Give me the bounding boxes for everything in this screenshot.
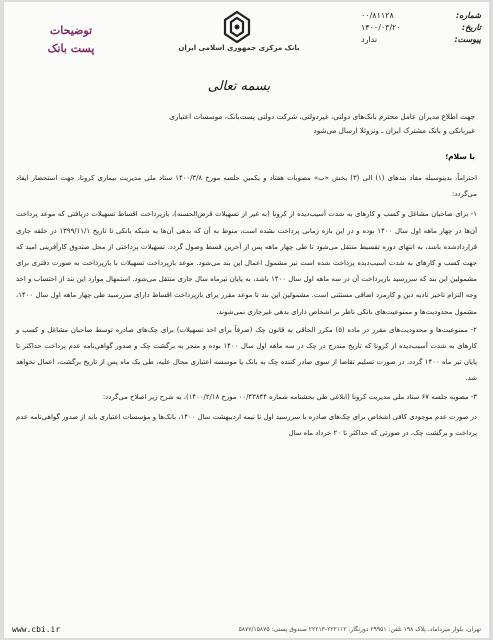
- attachment-value: ندارد: [361, 35, 378, 44]
- footer: [12, 625, 481, 634]
- footer-address: تهران، بلوار میرداماد، پلاک ۱۹۸ تلفن: ۲۹۹۵۱ دورنگار: ۲۲۲۱۱۲-۲۲۲۱۳ صندوق پستی: ۵۸۷۷/۱۵۸۷۵: [238, 626, 481, 633]
- meta-number-row: [361, 10, 481, 22]
- central-bank-logo-icon: [209, 8, 265, 44]
- date-label: تاریخ:: [461, 23, 481, 32]
- stamp-line-1: توضیحات: [49, 24, 93, 37]
- intro-paragraph: احتراماً، بدینوسیله مفاد بندهای (۱) الی (۳) بخش «ب» مصوبات هفتاد و یکمین جلسه مورخ ۱۴۰۰/۳/۸ ستاد ملی مدیریت بیماری کرونا، جهت استحضار ایفاد می‌گردد:: [16, 174, 477, 199]
- item-2-paragraph: ۲- ممنوعیت‌ها و محدودیت‌های مقرر در ماده (۵) مکرر الحاقی به قانون چک (صرفاً برای اخذ تسهیلات) برای چک‌های صادره توسط صاحبان مشاغل و کسب و کارهای به شدت آسیب‌دیده از کرونا که تاریخ مندرج در چک در سه ماهه اول سال ۱۴۰۰ بوده و منجر به برگشت چک و صدور گواهی‌نامه عدم پرداخت حداکثر تا پایان تیر ماه ۱۴۰۰ گردد، در صورت تسلیم تقاضا از سوی صادر کننده چک به بانک یا موسسه اعتباری محال علیه، طی یک ماه پس از تاریخ برگشت، اعمال نخواهد شد.: [16, 325, 477, 383]
- attachment-label: پیوست:: [454, 35, 481, 44]
- number-label: شماره:: [455, 11, 481, 20]
- footer-url: www.cbi.ir: [12, 625, 61, 634]
- document-page: [4, 2, 489, 638]
- recipients-line-2: غیربانکی و بانک مشترک ایران ـ ونزوئلا ارسال می‌شود: [313, 126, 475, 135]
- stamp-logo: [36, 16, 106, 60]
- number-value: ۰۰/۸۱۱۲۸: [361, 11, 394, 20]
- stamp-line-2: پست بانک: [47, 42, 95, 55]
- letter-body: [16, 170, 477, 441]
- letter-meta: [361, 10, 481, 46]
- bank-name: بانک مرکزی جمهوری اسلامی ایران: [178, 44, 300, 52]
- item-1-paragraph: ۱- برای صاحبان مشاغل و کسب و کارهای به شدت آسیب‌دیده از کرونا (به غیر از تسهیلات قرض‌الحسنه)، بازپرداخت اقساط تسهیلات دریافتی که موعد پرداخت آن‌ها در چهار ماهه اول سال ۱۴۰۰ بوده و در این بازه زمانی پرداخت نشده است، منوط به آن که بدهی آن‌ها به شبکه بانکی تا تاریخ ۱۳۹۹/۱۱/۱ در حلقه جاری قراردادشده باشد، به انتهای دوره تقسیط منتقل می‌شود تا طی چهار ماهه پس از آخرین قسط وصول گردد. تسهیلات پرداختی از محل صندوق کارآفرینی امید که جهت کسب و کارهای به شدت آسیب‌دیده پرداخت شده است نیز مشمول اعمال این بند می‌شود. موعد بازپرداخت تسهیلات با بازپرداخت به صورت دفتری برای مشمولین این بند که سررسید بازپرداخت آن در سه ماهه اول سال ۱۴۰۰ باشد، به پایان تیرماه سال جاری منتقل می‌شود. استمهال موارد این بند از احتساب و اخذ وجه التزام تاخیر تادیه دین و کارمزد اضافی مستثنی است. مشمولین این بند تا موعد مقرر برای بازپرداخت اقساط دارای سررسید طی چهار ماهه اول سال ۱۴۰۰، مشمول محدودیت‌ها و ممنوعیت‌های بانکی ناظر بر اشخاص دارای بدهی غیرجاری نمی‌شوند.: [16, 210, 477, 316]
- meta-attachment-row: [361, 34, 481, 46]
- item-3-paragraph: ۳- مصوبه جلسه ۶۷ ستاد ملی مدیریت کرونا (ابلاغی طی بخشنامه شماره ۰۰/۴۳۸۴۴ مورخ ۱۴۰۰/۲/۱۸)، به شرح زیر اصلاح می‌گردد:: [102, 392, 477, 401]
- meta-date-row: [361, 22, 481, 34]
- basmala-text: بسمه تعالی: [207, 79, 271, 94]
- basmala-calligraphy: [204, 70, 274, 100]
- greeting: با سلام؛: [445, 152, 475, 161]
- item-3-continuation: در صورت عدم موجودی کافی اشخاص برای چک‌های صادره با سررسید اول تا نیمه اردیبهشت سال ۱۴۰۰، بانک‌ها و مؤسسات اعتباری باید از صدور گواهی‌نامه عدم پرداخت و برگشت چک، در صورتی که حداکثر تا ۲۰ خرداد ماه سال: [16, 412, 477, 438]
- date-value: ۱۴۰۰/۰۳/۲۰: [361, 23, 401, 32]
- recipients-line-1: جهت اطلاع مدیران عامل محترم بانک‌های دولتی، غیردولتی، شرکت دولتی پست‌بانک، موسسات اعتباری: [169, 112, 475, 121]
